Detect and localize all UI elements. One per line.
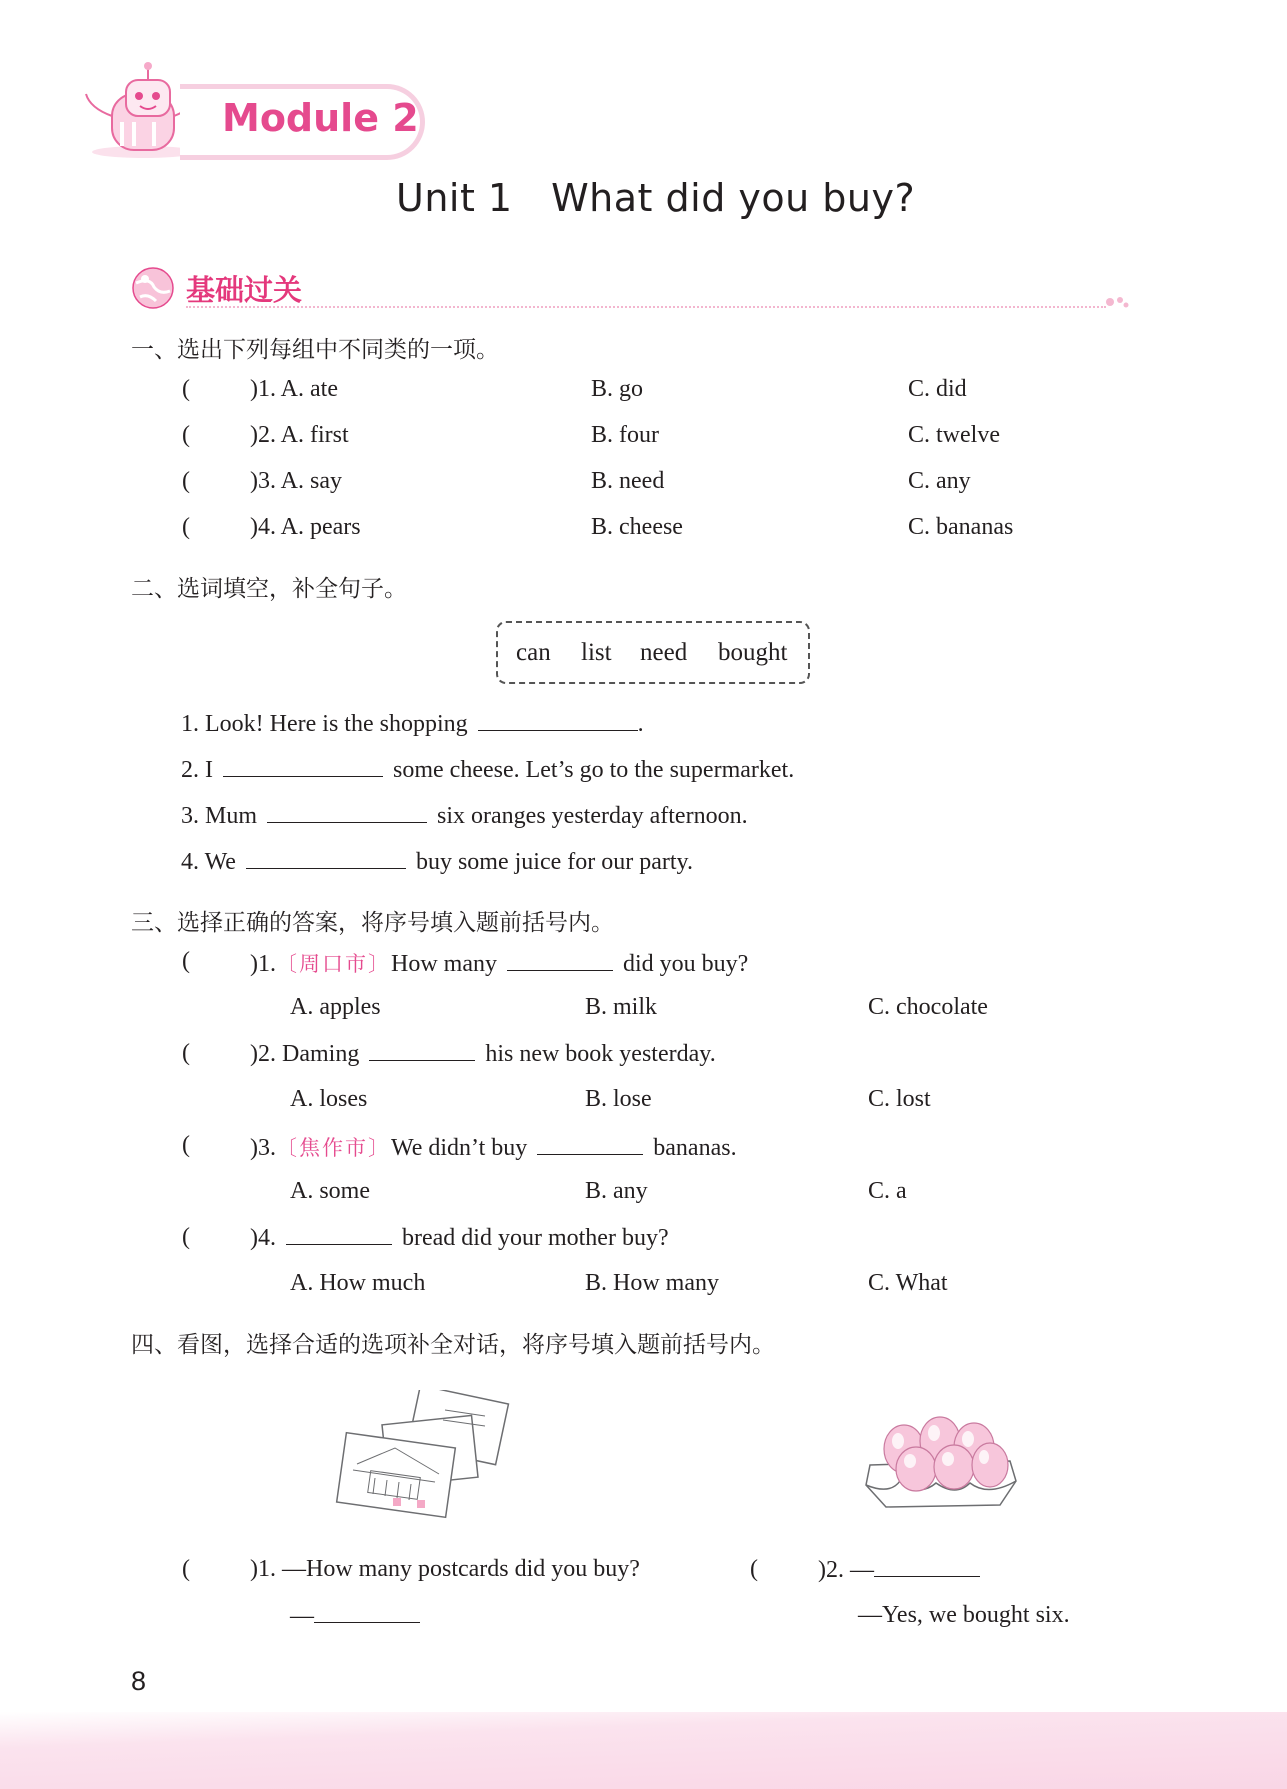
s3-question-3: )3.〔焦作市〕We didn’t buy bananas. [250, 1135, 737, 1161]
s1-item-4-c: C. bananas [908, 514, 1014, 540]
answer-paren[interactable]: ( [182, 1132, 190, 1158]
s2-sentence-3: 3. Mum six oranges yesterday afternoon. [181, 803, 748, 829]
answer-blank[interactable] [537, 1134, 643, 1155]
answer-paren[interactable]: ( [182, 468, 190, 494]
word-bank [496, 621, 810, 684]
word-bank-item: can [516, 639, 551, 666]
s4-question-1-answer: — [290, 1602, 420, 1630]
s2-sentence-4: 4. We buy some juice for our party. [181, 849, 693, 875]
answer-blank[interactable] [369, 1040, 475, 1061]
module-label: Module 2 [222, 96, 419, 140]
footer-band [0, 1712, 1287, 1789]
s3-question-1: )1.〔周口市〕How many did you buy? [250, 951, 749, 977]
answer-paren[interactable]: ( [750, 1556, 758, 1582]
answer-blank[interactable] [286, 1224, 392, 1245]
answer-paren[interactable]: ( [182, 1040, 190, 1066]
answer-paren[interactable]: ( [182, 514, 190, 540]
section-4-heading: 四、看图，选择合适的选项补全对话，将序号填入题前括号内。 [131, 1332, 775, 1358]
s3-q2-option-a: A. loses [290, 1086, 368, 1112]
section-divider [186, 306, 1106, 308]
s3-q3-option-b: B. any [585, 1178, 648, 1204]
answer-paren[interactable]: ( [182, 422, 190, 448]
section-banner: 基础过关 [186, 273, 303, 307]
s3-q1-option-a: A. apples [290, 994, 381, 1020]
s3-q2-option-b: B. lose [585, 1086, 652, 1112]
s1-item-2-b: B. four [591, 422, 659, 448]
s3-q1-option-b: B. milk [585, 994, 658, 1020]
word-bank-item: need [640, 639, 688, 666]
s3-q3-option-c: C. a [868, 1178, 907, 1204]
s1-item-1-a: )1. A. ate [250, 376, 338, 402]
answer-blank[interactable] [267, 802, 427, 823]
s2-sentence-2: 2. I some cheese. Let’s go to the supermarket. [181, 757, 795, 783]
s1-item-3-b: B. need [591, 468, 665, 494]
s3-q4-option-a: A. How much [290, 1270, 426, 1296]
s3-question-4: )4. bread did your mother buy? [250, 1225, 669, 1251]
section-1-heading: 一、选出下列每组中不同类的一项。 [131, 337, 499, 363]
s3-q4-option-b: B. How many [585, 1270, 719, 1296]
s2-sentence-1: 1. Look! Here is the shopping . [181, 711, 644, 737]
answer-blank[interactable] [246, 848, 406, 869]
eggs-carton-icon [860, 1405, 1025, 1515]
s1-item-2-c: C. twelve [908, 422, 1000, 448]
answer-paren[interactable]: ( [182, 1224, 190, 1250]
answer-paren[interactable]: ( [182, 1556, 190, 1582]
answer-blank[interactable] [507, 950, 613, 971]
s1-item-1-b: B. go [591, 376, 644, 402]
s1-item-3-c: C. any [908, 468, 971, 494]
s1-item-3-a: )3. A. say [250, 468, 342, 494]
page-title: Unit 1 What did you buy? [396, 176, 916, 220]
s4-question-2-answer: —Yes, we bought six. [858, 1602, 1070, 1628]
s3-q2-option-c: C. lost [868, 1086, 931, 1112]
s1-item-2-a: )2. A. first [250, 422, 349, 448]
answer-blank[interactable] [478, 710, 638, 731]
s1-item-4-b: B. cheese [591, 514, 683, 540]
word-bank-item: bought [718, 639, 788, 666]
answer-blank[interactable] [314, 1602, 420, 1623]
section-3-heading: 三、选择正确的答案，将序号填入题前括号内。 [131, 910, 614, 936]
source-tag: 〔周口市〕 [276, 952, 391, 976]
dots-decoration-icon [1104, 294, 1130, 310]
s1-item-4-a: )4. A. pears [250, 514, 361, 540]
s3-question-2: )2. Daming his new book yesterday. [250, 1041, 716, 1067]
section-2-heading: 二、选词填空，补全句子。 [131, 576, 407, 602]
answer-blank[interactable] [874, 1556, 980, 1577]
answer-paren[interactable]: ( [182, 376, 190, 402]
answer-blank[interactable] [223, 756, 383, 777]
page-number: 8 [131, 1666, 147, 1696]
s4-question-2: )2. — [818, 1556, 980, 1584]
s3-q4-option-c: C. What [868, 1270, 948, 1296]
s3-q3-option-a: A. some [290, 1178, 370, 1204]
s4-question-1: )1. —How many postcards did you buy? [250, 1556, 640, 1582]
globe-icon [130, 265, 176, 311]
s1-item-1-c: C. did [908, 376, 967, 402]
word-bank-item: list [581, 639, 612, 666]
postcards-icon [335, 1390, 515, 1525]
source-tag: 〔焦作市〕 [276, 1136, 391, 1160]
s3-q1-option-c: C. chocolate [868, 994, 988, 1020]
answer-paren[interactable]: ( [182, 948, 190, 974]
